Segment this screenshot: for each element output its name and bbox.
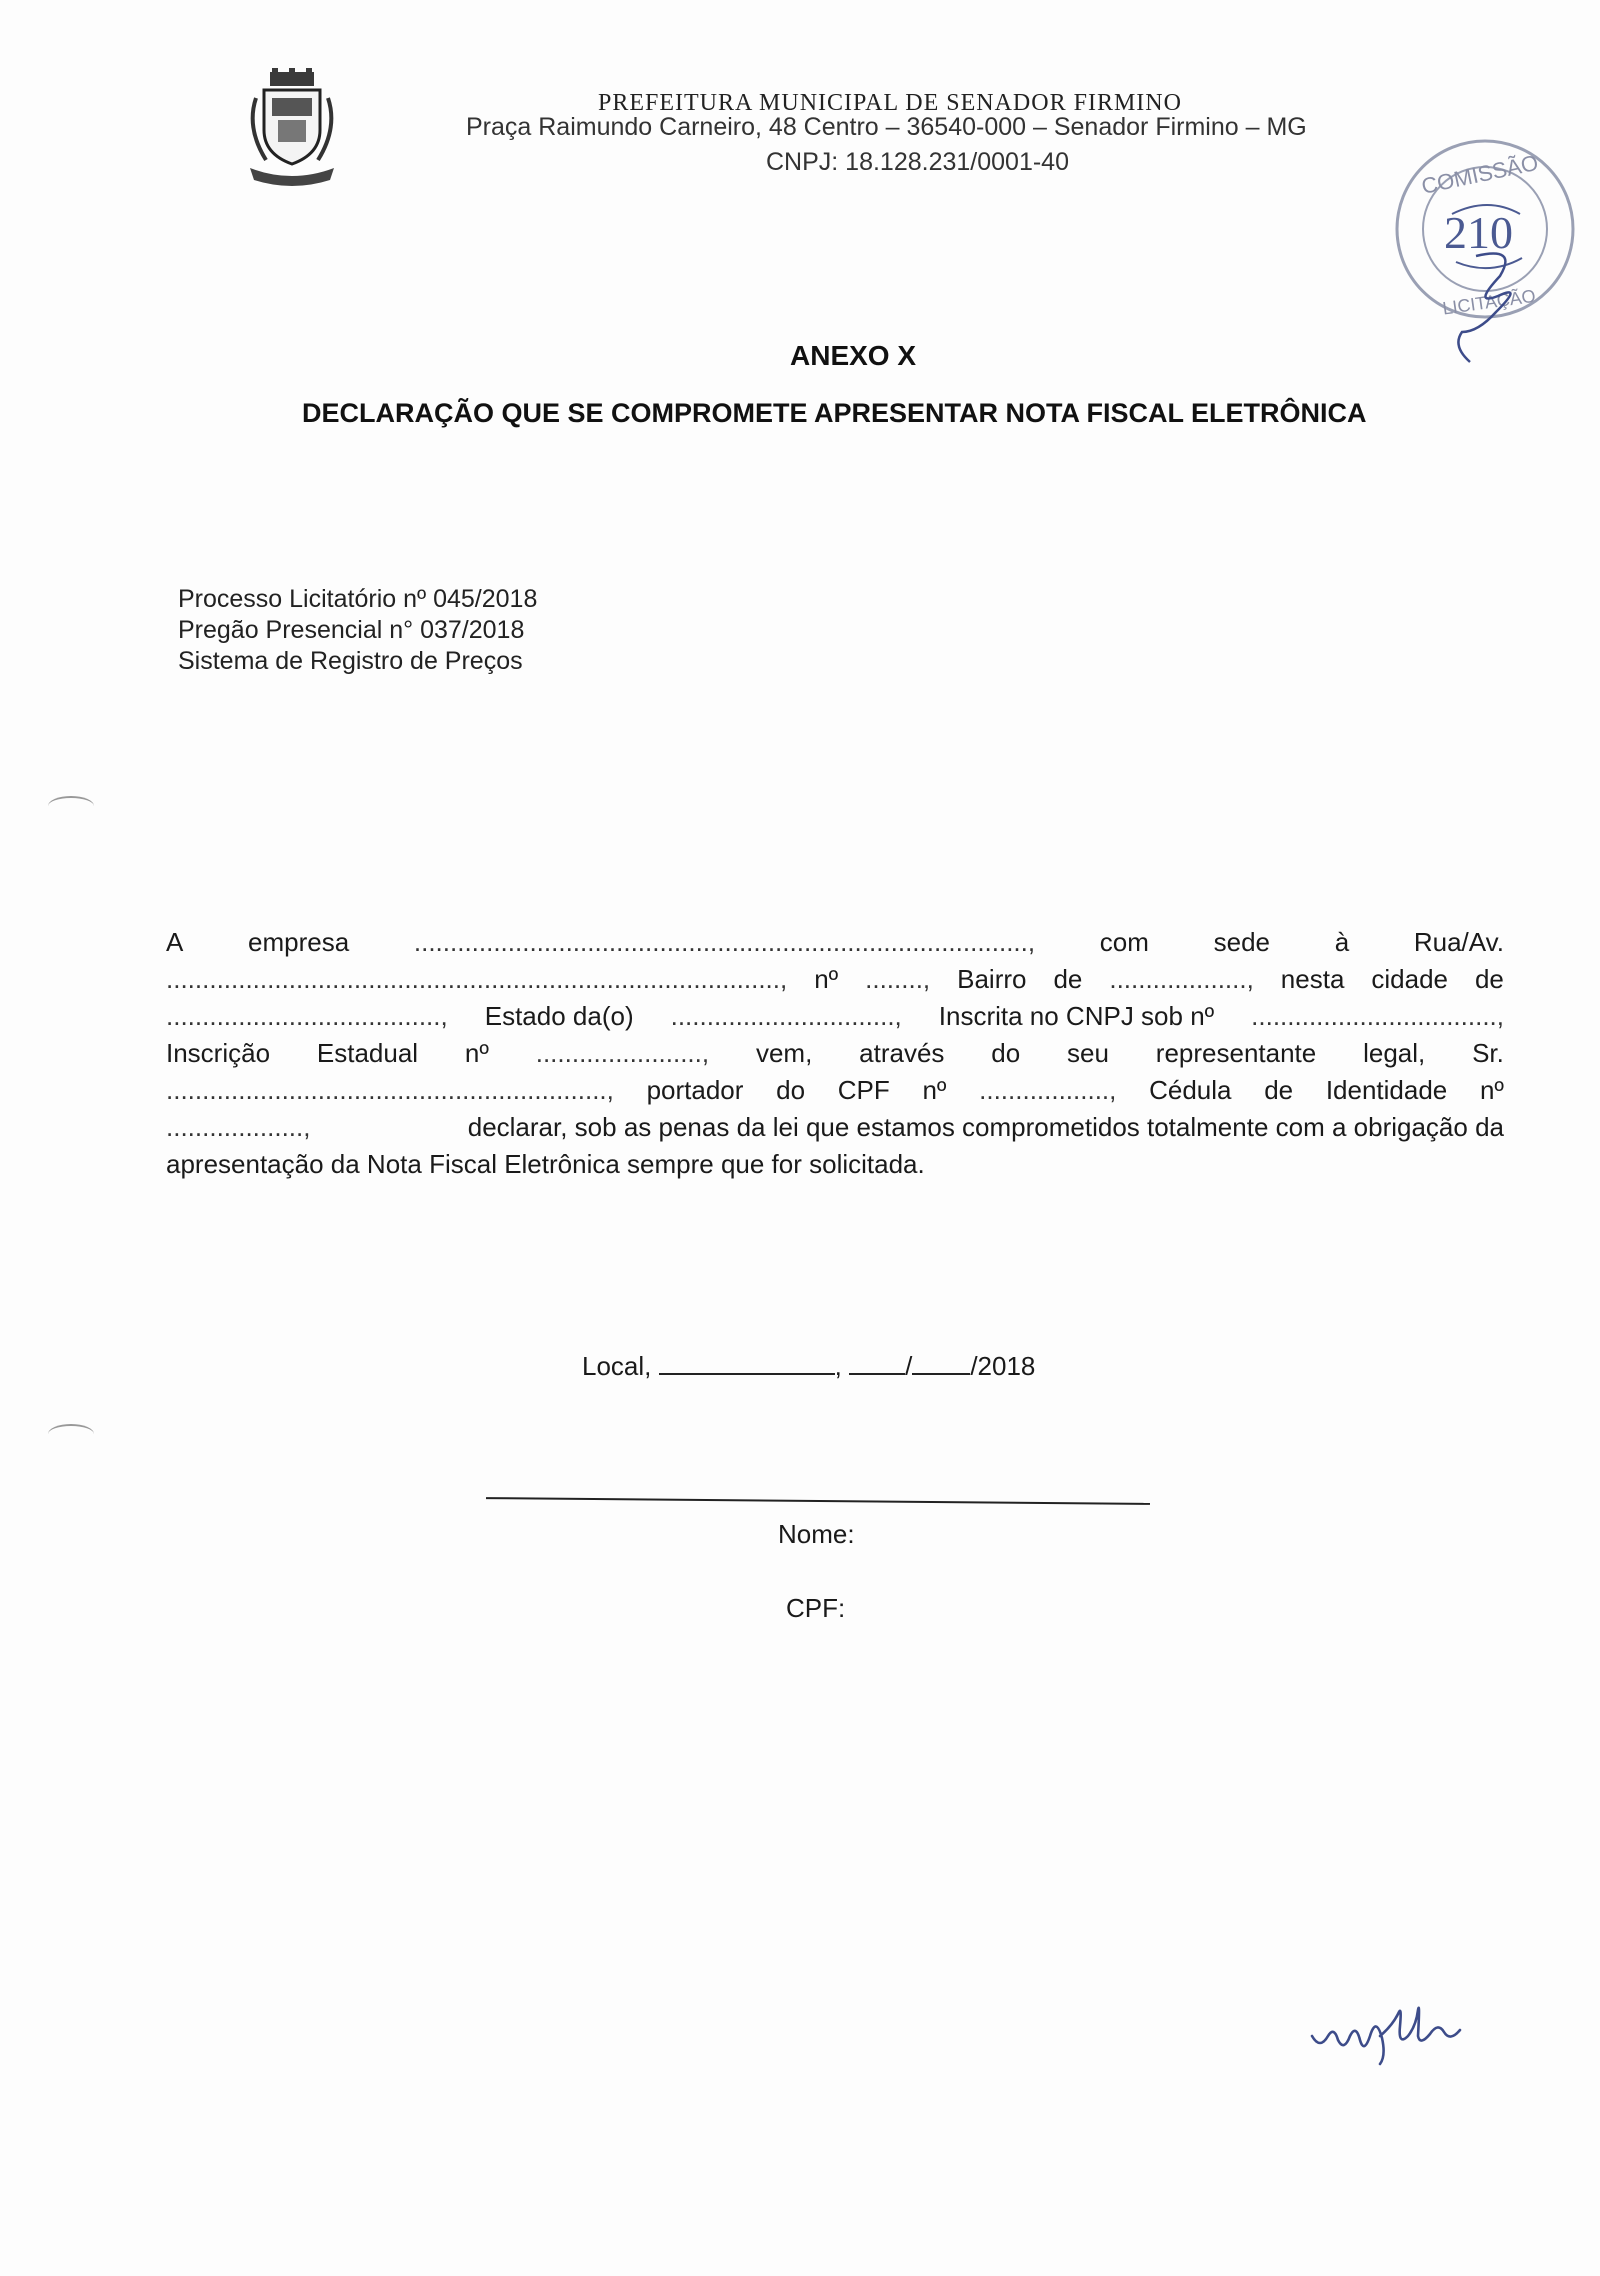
name-label: Nome:: [778, 1519, 855, 1549]
declaration-line: ....................................................................................., nº ........, Bairro de ..................., nesta cidade de: [166, 964, 1504, 994]
org-cnpj: CNPJ: 18.128.231/0001-40: [766, 148, 1069, 176]
process-info: [178, 584, 537, 677]
cpf-label: CPF:: [786, 1593, 846, 1623]
declaration-line: ............................................................., portador do CPF nº .................., Cédula de Identidade nº: [166, 1075, 1504, 1105]
annex-number: ANEXO X: [790, 340, 917, 371]
local-date-line: Local, , / /2018: [582, 1351, 1036, 1381]
org-name: PREFEITURA MUNICIPAL DE SENADOR FIRMINO: [598, 90, 1182, 116]
declaration-line: ......................................, Estado da(o) ..............................., Inscrita no CNPJ sob nº ..................................,: [166, 1001, 1504, 1031]
annex-title: DECLARAÇÃO QUE SE COMPROMETE APRESENTAR NOTA FISCAL ELETRÔNICA: [302, 398, 1367, 428]
process-number: Processo Licitatório nº 045/2018: [178, 585, 538, 613]
declaration-line: A empresa ....................................................................................., com sede à Rua/Av.: [166, 927, 1504, 957]
auction-number: Pregão Presencial n° 037/2018: [178, 616, 525, 644]
handwritten-rubric: [1306, 1996, 1466, 2066]
day-blank: [849, 1349, 905, 1375]
stamp-number: 210: [1444, 207, 1513, 258]
year-text: /2018: [970, 1351, 1036, 1381]
stamp-top-text: COMISSÃO: [1419, 149, 1541, 199]
signature-line: [486, 1497, 1150, 1505]
coat-of-arms-logo: [242, 68, 342, 188]
local-blank: [659, 1349, 835, 1375]
month-blank: [912, 1349, 970, 1375]
org-address: Praça Raimundo Carneiro, 48 Centro – 36540-000 – Senador Firmino – MG: [466, 113, 1307, 141]
scan-mark: [48, 1424, 94, 1444]
scan-mark: [48, 796, 94, 816]
local-label: Local,: [582, 1351, 652, 1381]
declaration-paragraph: [166, 924, 1504, 1183]
commission-stamp: [1392, 136, 1582, 326]
declaration-line: apresentação da Nota Fiscal Eletrônica sempre que for solicitada.: [166, 1149, 925, 1179]
declaration-line: Inscrição Estadual nº ......................., vem, através do seu representante legal, Sr.: [166, 1038, 1504, 1068]
price-registry-system: Sistema de Registro de Preços: [178, 647, 523, 675]
stamp-bottom-text: LICITAÇÃO: [1441, 285, 1537, 319]
declaration-line: ..................., declarar, sob as penas da lei que estamos comprometidos totalmente com a obrigação da: [166, 1112, 1504, 1142]
